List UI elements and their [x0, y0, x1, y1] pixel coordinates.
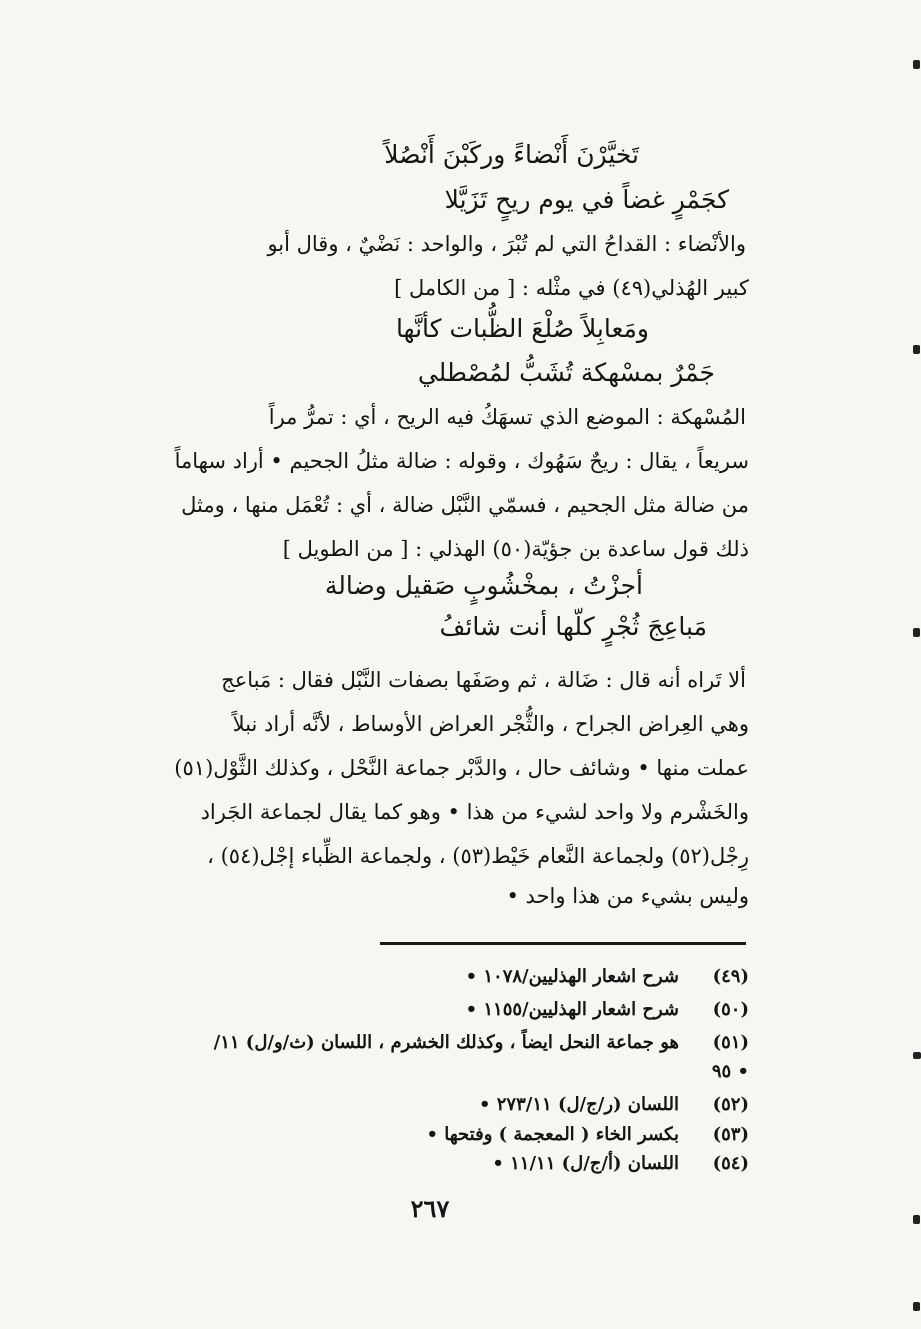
footnote-49 — [466, 966, 749, 987]
footnote-text: بكسر الخاء ( المعجمة ) وفتحها • — [426, 1124, 679, 1145]
footnote-number: (٤٩) — [712, 966, 749, 987]
footnote-divider — [380, 942, 746, 945]
footnote-text: ٩٥ • — [711, 1061, 749, 1082]
footnote-number: (٥٤) — [712, 1153, 749, 1174]
footnote-number: (٥١) — [712, 1032, 749, 1053]
scan-edge-mark — [913, 1302, 920, 1311]
footnote-text: اللسان (ر/ج/ل) ٢٧٣/١١ • — [478, 1094, 679, 1115]
prose-line-9: عملت منها • وشائف حال ، والدَّبْر جماعة النَّحْل ، وكذلك الثَّوْل(٥١) — [174, 756, 749, 780]
prose-line-11: رِجْل(٥٢) ولجماعة النَّعام خَيْط(٥٣) ، ولجماعة الظِّباء إجْل(٥٤) ، — [207, 844, 749, 868]
verse-line-3: ومَعابِلاً صُلْعَ الظُّبات كأنَّها — [395, 314, 649, 343]
scan-edge-mark — [913, 1215, 920, 1224]
footnote-53 — [426, 1124, 749, 1145]
scan-edge-mark — [913, 60, 920, 69]
verse-line-6: مَباعِجَ ثُجْرٍ كلّها أنت شائفُ — [439, 612, 707, 641]
prose-line-3: المُسْهكة : الموضع الذي تسهَكُ فيه الريح ، أي : تمرُّ مراً — [268, 405, 746, 429]
prose-line-5: من ضالة مثل الجحيم ، فسمّي النَّبْل ضالة ، أي : تُعْمَل منها ، ومثل — [181, 493, 749, 517]
footnote-text: شرح اشعار الهذليين/١٠٧٨ • — [465, 966, 679, 987]
verse-line-2: كجَمْرٍ غضاً في يوم ريحٍ تَزَيَّلا — [444, 185, 729, 214]
prose-line-7: ألا تَراه أنه قال : ضَالة ، ثم وصَفَها بصفات النَّبْل فقال : مَباعج — [221, 668, 746, 692]
footnote-50 — [466, 999, 749, 1020]
verse-line-4: جَمْرٌ بمسْهكة تُشَبُّ لمُصْطلي — [417, 358, 715, 387]
footnote-text: هو جماعة النحل ايضاً ، وكذلك الخشرم ، اللسان (ث/و/ل) ١١/ — [213, 1032, 679, 1053]
footnote-54 — [492, 1153, 749, 1174]
prose-line-1: والأنْضاء : القداحُ التي لم تُبْرَ ، والواحد : نَضْيٌ ، وقال أبو — [267, 232, 746, 256]
prose-line-2: كبير الهُذلي(٤٩) في مثْله : [ من الكامل ] — [394, 276, 749, 300]
prose-line-8: وهي العِراض الجراح ، والثُّجْر العراض الأوساط ، لأنَّه أراد نبلاً — [232, 712, 749, 736]
footnote-52 — [479, 1094, 749, 1115]
footnote-number: (٥٣) — [712, 1124, 749, 1145]
scan-edge-mark — [913, 628, 920, 637]
footnote-number: (٥٠) — [712, 999, 749, 1020]
footnote-text: شرح اشعار الهذليين/١١٥٥ • — [465, 999, 679, 1020]
footnote-51 — [214, 1032, 749, 1053]
footnote-text: اللسان (أ/ج/ل) ١١/١١ • — [492, 1153, 679, 1174]
scan-edge-mark — [913, 1052, 921, 1059]
footnote-51-continued — [642, 1061, 749, 1082]
page-number: ٢٦٧ — [410, 1194, 450, 1223]
scan-edge-mark — [913, 345, 920, 354]
prose-line-4: سريعاً ، يقال : ريحٌ سَهُوك ، وقوله : ضالة مثلُ الجحيم • أراد سهاماً — [174, 449, 749, 473]
prose-line-12: وليس بشيء من هذا واحد • — [506, 884, 749, 908]
prose-line-10: والخَشْرم ولا واحد لشيء من هذا • وهو كما يقال لجماعة الجَراد — [200, 800, 749, 824]
prose-line-6: ذلك قول ساعدة بن جؤيّة(٥٠) الهذلي : [ من الطويل ] — [282, 537, 749, 561]
verse-line-1: تَخيَّرْنَ أَنْضاءً وركَبْنَ أَنْصُلاً — [384, 140, 639, 169]
verse-line-5: أجزْتُ ، بمخْشُوبٍ صَقيل وضالة — [324, 571, 643, 600]
footnote-number: (٥٢) — [712, 1094, 749, 1115]
